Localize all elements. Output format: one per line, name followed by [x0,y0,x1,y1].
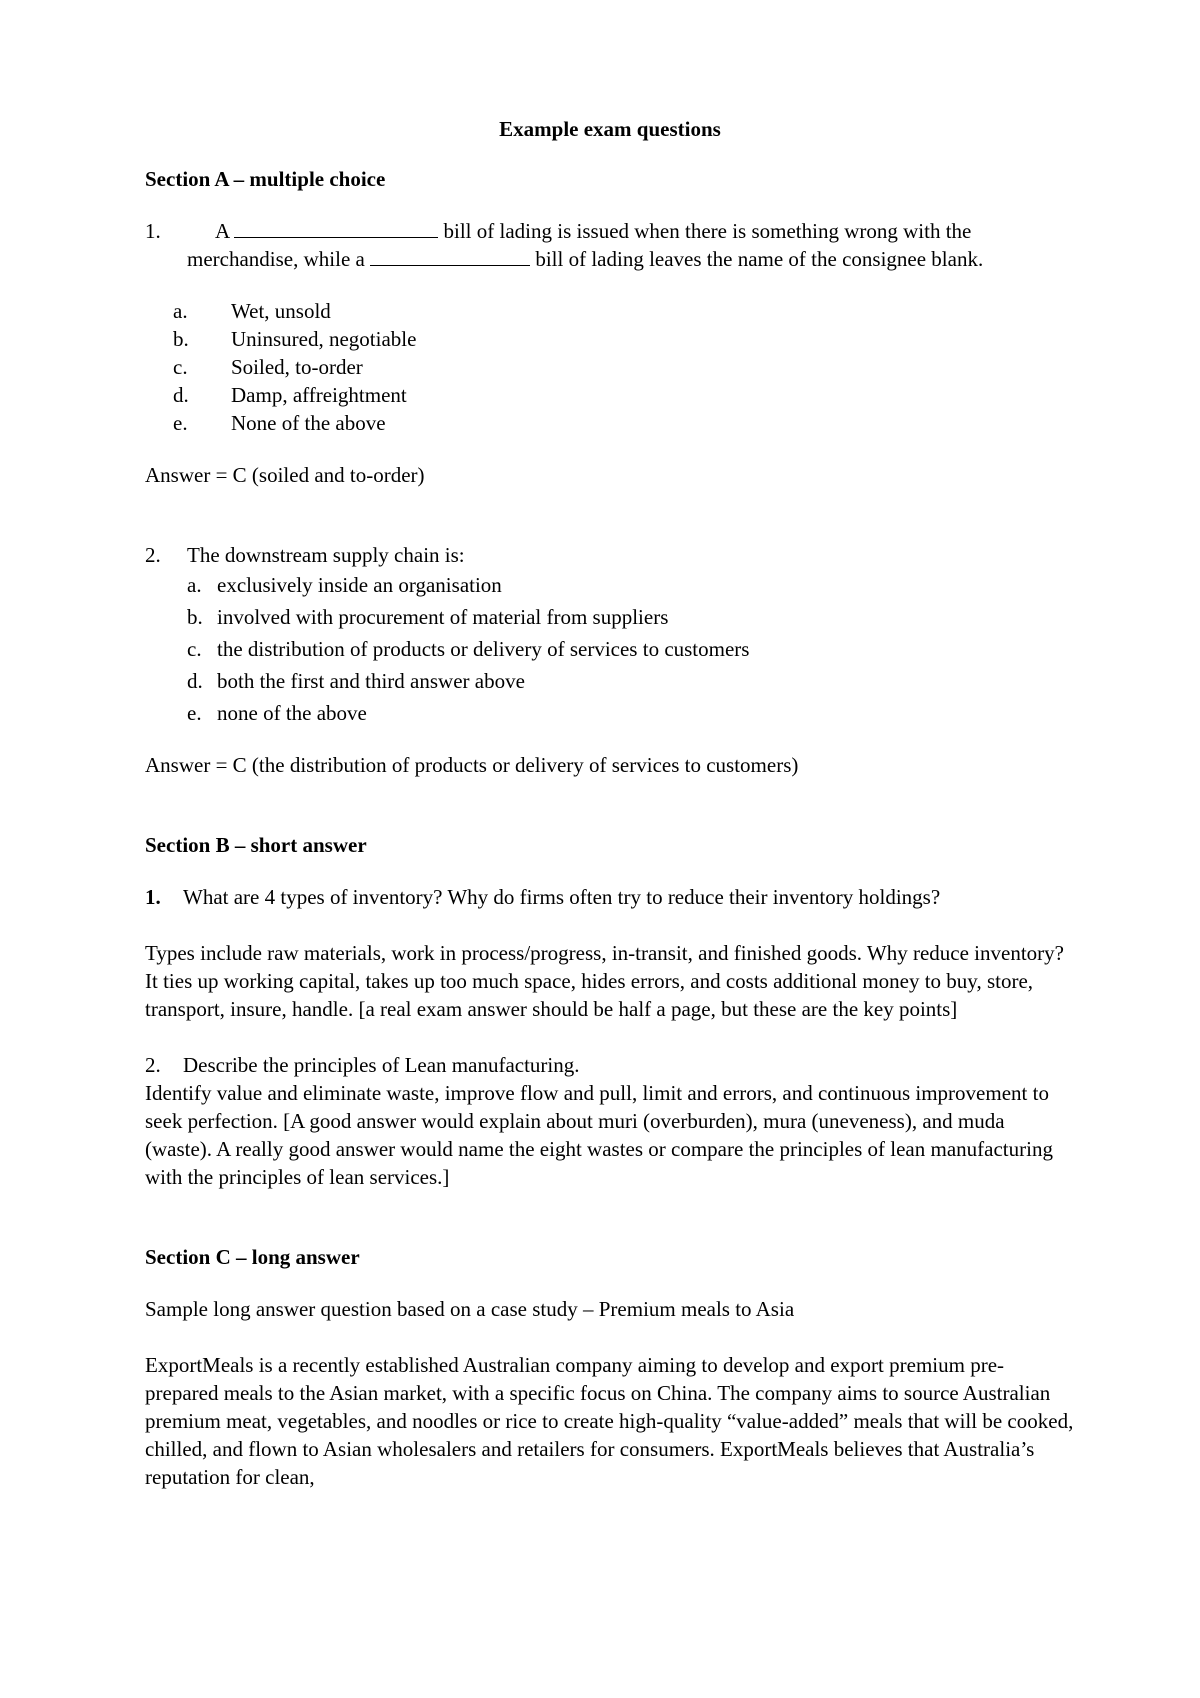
document-title: Example exam questions [499,117,721,141]
answer-blank [234,217,438,238]
question-text-part2: bill of lading is issued when there is something wrong with the merchandise, while a [187,219,972,271]
section-c-heading: Section C – long answer [145,1245,360,1269]
question-text: Describe the principles of Lean manufacturing. [183,1053,580,1077]
question-number: 1. [145,219,161,243]
question-b1 [145,883,1075,911]
question-b2 [145,1051,1075,1079]
document-page [145,115,1075,1491]
question-text-part3: bill of lading leaves the name of the consignee blank. [535,247,984,271]
option-item: d. both the first and third answer above [187,669,525,693]
case-study-intro: Sample long answer question based on a case study – Premium meals to Asia [145,1297,795,1321]
case-study-body: ExportMeals is a recently established Australian company aiming to develop and export premium pre-prepared meals to the Asian market, with a specific focus on China. The company aims to source Australian premium meat, vegetables, and noodles or rice to create high-quality “value-added” meals that will be cooked, chilled, and flown to Asian wholesalers and retailers for consumers. ExportMeals believes that Australia’s reputation for clean, [145,1353,1074,1489]
options-list-a1 [145,297,1075,437]
option-item: a. exclusively inside an organisation [187,573,502,597]
question-number: 2. [145,543,161,567]
answer-b1: Types include raw materials, work in process/progress, in-transit, and finished goods. Why reduce inventory? It ties up working capital, takes up too much space, hides errors, and costs additional money to buy, store, transport, insure, handle. [a real exam answer should be half a page, but these are the key points] [145,941,1064,1021]
option-item: e. none of the above [187,701,367,725]
option-item: c. Soiled, to-order [173,355,363,379]
answer-a2: Answer = C (the distribution of products or delivery of services to customers) [145,753,799,777]
section-b-heading: Section B – short answer [145,833,367,857]
question-text-part1: A [215,219,230,243]
question-number: 2. [145,1053,161,1077]
answer-blank [370,245,530,266]
option-item: d. Damp, affreightment [173,383,407,407]
option-item: e. None of the above [173,411,386,435]
options-list-a2 [145,569,1075,729]
question-a2 [145,541,1075,569]
option-item: b. involved with procurement of material from suppliers [187,605,669,629]
question-number: 1. [145,885,161,909]
question-a1 [145,217,1075,273]
answer-b2: Identify value and eliminate waste, improve flow and pull, limit and errors, and continuous improvement to seek perfection. [A good answer would explain about muri (overburden), mura (uneveness), and muda (waste). A really good answer would name the eight wastes or compare the principles of lean manufacturing with the principles of lean services.] [145,1081,1053,1189]
question-text [187,217,1075,273]
option-item: b. Uninsured, negotiable [173,327,417,351]
option-item: a. Wet, unsold [173,299,331,323]
answer-a1: Answer = C (soiled and to-order) [145,463,425,487]
question-text: The downstream supply chain is: [187,543,465,567]
section-a-heading: Section A – multiple choice [145,167,386,191]
option-item: c. the distribution of products or delivery of services to customers [187,637,750,661]
question-text: What are 4 types of inventory? Why do firms often try to reduce their inventory holdings? [183,885,941,909]
